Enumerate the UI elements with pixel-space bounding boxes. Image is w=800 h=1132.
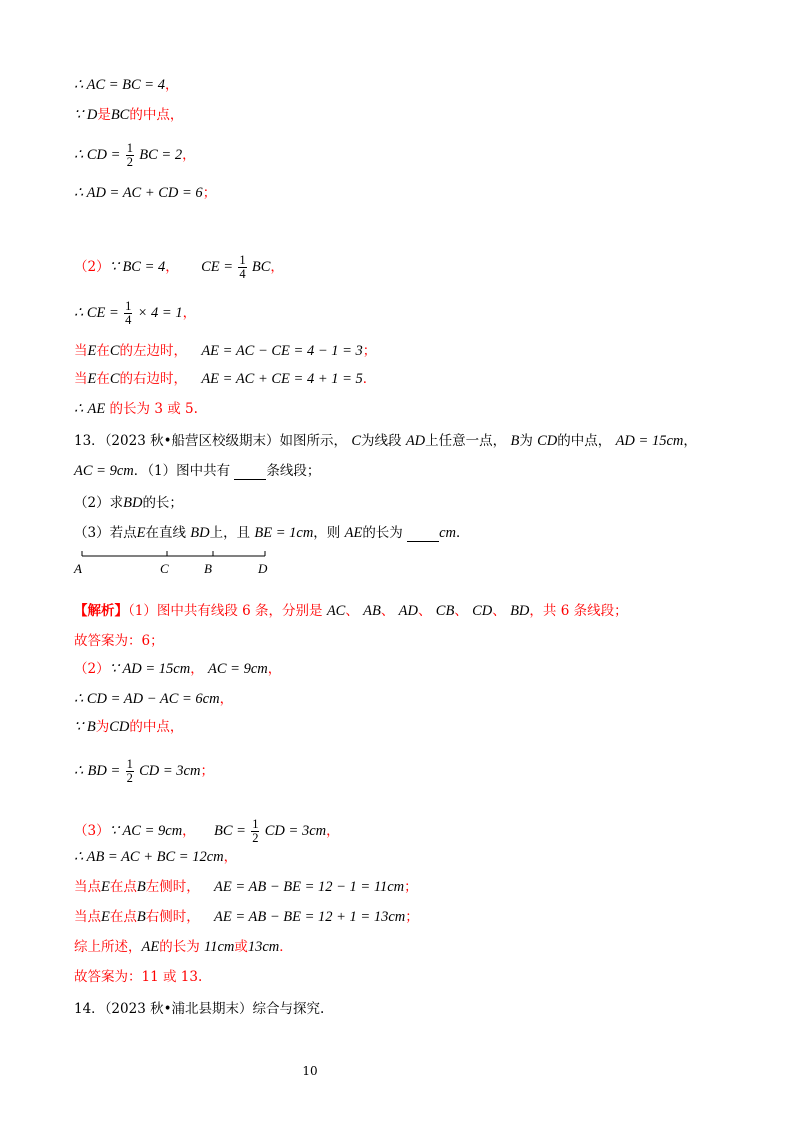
math-expr: ∴ AC = BC = 4 [74,77,165,93]
text: 综上所述， [74,939,142,955]
math-expr: ∵ BC = 4 [109,259,166,275]
math-expr: ∴ CD = AD − AC = 6cm [74,691,220,707]
solution-line-e-right [74,370,376,388]
math-expr: AB [363,603,381,619]
solution-13-part3-given [74,818,340,845]
math-expr: ∴ CD = [74,147,121,163]
text: 为 [519,433,533,449]
punct: ， [219,691,234,707]
solution-line-midpoint-d [74,106,183,124]
answer-blank [407,527,439,542]
sep: 、 [454,603,468,619]
math-expr: E [136,525,146,541]
text: 在点 [109,909,137,925]
denominator: 2 [252,831,259,845]
text: 的长为 3 或 5. [109,401,198,417]
denominator: 2 [126,771,133,785]
numerator: 1 [239,253,246,267]
question-number: 14． [74,1001,105,1017]
solution-line-cd [74,142,196,169]
solution-line-part2-given [74,254,284,281]
solution-13-answer-1 [74,632,164,650]
math-expr: AE = AB − BE = 12 − 1 = 11cm [214,879,405,895]
answer-blank [234,465,266,480]
text: ，则 [313,525,341,541]
math-expr: BC = 2 [139,147,183,163]
math-expr: C [109,343,120,359]
math-expr: AE = AC − CE = 4 − 1 = 3 [201,343,363,359]
punct: ． [279,939,293,955]
solution-13-cd [74,690,233,708]
math-expr: ∵ B [74,719,96,735]
text: 上任意一点， [425,433,507,449]
punct: ， [182,305,197,321]
punct: ， [267,661,282,677]
sep: 、 [345,603,359,619]
math-expr: CE = [201,259,234,275]
math-expr: E [87,343,97,359]
math-expr: AC = 9cm [208,661,268,677]
text: 在直线 [145,525,186,541]
numerator: 1 [126,141,133,155]
text: 当点 [74,909,101,925]
math-expr: AE = AB − BE = 12 + 1 = 13cm [214,909,406,925]
punct: ； [200,763,214,779]
question-13-line-4 [74,524,470,542]
solution-line-ce [74,300,196,327]
text: 左侧时， [145,879,200,895]
math-expr: CD [472,603,493,619]
math-expr: 13cm [247,939,280,955]
text: 故答案为：11 或 13. [74,969,203,985]
punct: ， [182,823,196,839]
solution-13-e-right [74,908,419,926]
question-13-line-3 [74,494,183,512]
text: 当 [74,371,88,387]
math-expr: ∴ [74,763,84,779]
fraction [126,142,134,169]
text: 右侧时， [145,909,200,925]
math-expr: CB [435,603,455,619]
math-expr: 11cm [204,939,235,955]
math-expr: CD [109,719,130,735]
math-expr: B [136,879,146,895]
text: 上，且 [209,525,251,541]
text: 的中点， [129,107,184,123]
punct: ； [404,879,418,895]
punct: ； [202,185,217,201]
math-expr: AD = 15cm [615,433,684,449]
math-expr: AE [344,525,363,541]
sep: 、 [418,603,432,619]
denominator: 4 [125,313,132,327]
math-expr: AD [398,603,418,619]
denominator: 2 [126,155,133,169]
question-14 [74,1000,324,1018]
fraction [251,818,259,845]
math-expr: ∵ D [74,107,98,123]
text: 为线段 [361,433,402,449]
math-expr: C [109,371,120,387]
math-expr: AD [405,433,426,449]
math-expr: BD [123,495,143,511]
math-expr: ∴ [74,401,84,417]
question-13-line-1 [74,432,697,450]
math-expr: BD = [87,763,121,779]
text: ，共 6 条线段； [529,603,628,619]
math-expr: BC [251,259,271,275]
point-label-b: B [204,561,212,576]
math-expr: CD = 3cm [264,823,327,839]
text: ， [683,433,697,449]
solution-line-e-left [74,342,376,360]
solution-13-bd [74,758,214,785]
point-label-d: D [258,561,268,576]
math-expr: ∴ AD = AC + CD = 6 [74,185,203,201]
text: 在 [96,343,110,359]
point-label-c: C [160,561,169,576]
text: 是 [97,107,111,123]
punct: ， [182,147,196,163]
denominator: 4 [239,267,246,281]
math-expr: BC [110,107,130,123]
punct: ； [405,909,419,925]
math-expr: E [101,909,110,925]
math-expr: ∵ AC = 9cm [109,823,183,839]
text: 当 [74,343,88,359]
math-expr: AC = 9cm [74,463,134,479]
math-expr: CD [537,433,558,449]
question-13-line-2 [74,462,320,480]
solution-13-part1 [74,602,628,620]
text: 的长； [142,495,183,511]
text: （2023 秋•船营区校级期末）如图所示， [104,433,348,449]
punct: ． [362,371,377,387]
math-expr: ∵ AD = 15cm [109,661,191,677]
math-expr: E [101,879,110,895]
sep: 、 [492,603,506,619]
segment-figure [70,548,290,578]
text: 当点 [74,879,101,895]
text: （3）若点 [74,525,137,541]
math-expr: cm [439,525,457,541]
math-expr: CD = 3cm [139,763,201,779]
math-expr: ∴ AB = AC + BC = 12cm [74,849,224,865]
solution-13-answer-3 [74,968,202,986]
solution-line-ac-bc [74,76,178,94]
text: 故答案为：6； [74,633,164,649]
analysis-tag: 【解析】 [74,603,128,619]
fraction [238,254,246,281]
numerator: 1 [126,757,133,771]
point-label-a: A [74,561,82,576]
math-expr: AE [87,401,106,417]
text: 或 [234,939,248,955]
math-expr: BD [510,603,530,619]
numerator: 1 [125,299,132,313]
question-number: 13． [74,433,105,449]
text: 的中点， [129,719,184,735]
text: （2）求 [74,495,124,511]
text: （1）图中共有线段 6 条，分别是 [128,603,323,619]
math-expr: BD [190,525,210,541]
math-expr: E [87,371,97,387]
text: ． [456,525,470,541]
text: 的中点， [557,433,612,449]
solution-13-summary [74,938,293,956]
solution-line-ae-result [74,400,198,418]
math-expr: B [510,433,520,449]
punct: ， [223,849,238,865]
text: （2023 秋•浦北县期末）综合与探究. [104,1001,325,1017]
solution-13-ab [74,848,237,866]
solution-line-ad [74,184,216,202]
punct: ， [165,259,179,275]
solution-13-part2-given [74,660,281,678]
punct: ， [164,77,179,93]
text: 的右边时， [119,371,188,387]
text: 的长为 [159,939,200,955]
punct: ， [270,259,284,275]
text: 在 [96,371,110,387]
part-label: （3） [74,823,110,839]
math-expr: AE [141,939,160,955]
sep: 、 [380,603,395,619]
math-expr: AC [326,603,346,619]
fraction [124,300,132,327]
punct: ， [190,661,204,677]
text: 为 [95,719,110,735]
punct: ， [326,823,340,839]
numerator: 1 [252,817,259,831]
part-label: （2） [74,259,110,275]
text: ．（1）图中共有 [133,463,231,479]
math-expr: C [351,433,362,449]
text: 的长为 [362,525,403,541]
part-label: （2） [74,661,110,677]
solution-13-e-left [74,878,418,896]
punct: ； [362,343,377,359]
text: 条线段； [266,463,321,479]
solution-13-midpoint [74,718,183,736]
fraction [126,758,134,785]
math-expr: B [136,909,146,925]
page-number: 10 [302,1064,318,1078]
math-expr: AE = AC + CE = 4 + 1 = 5 [201,371,363,387]
math-expr: × 4 = 1 [137,305,183,321]
text: 在点 [109,879,137,895]
text: 的左边时， [119,343,188,359]
math-expr: BC = [213,823,246,839]
math-expr: ∴ CE = [74,305,119,321]
math-expr: BE = 1cm [254,525,314,541]
